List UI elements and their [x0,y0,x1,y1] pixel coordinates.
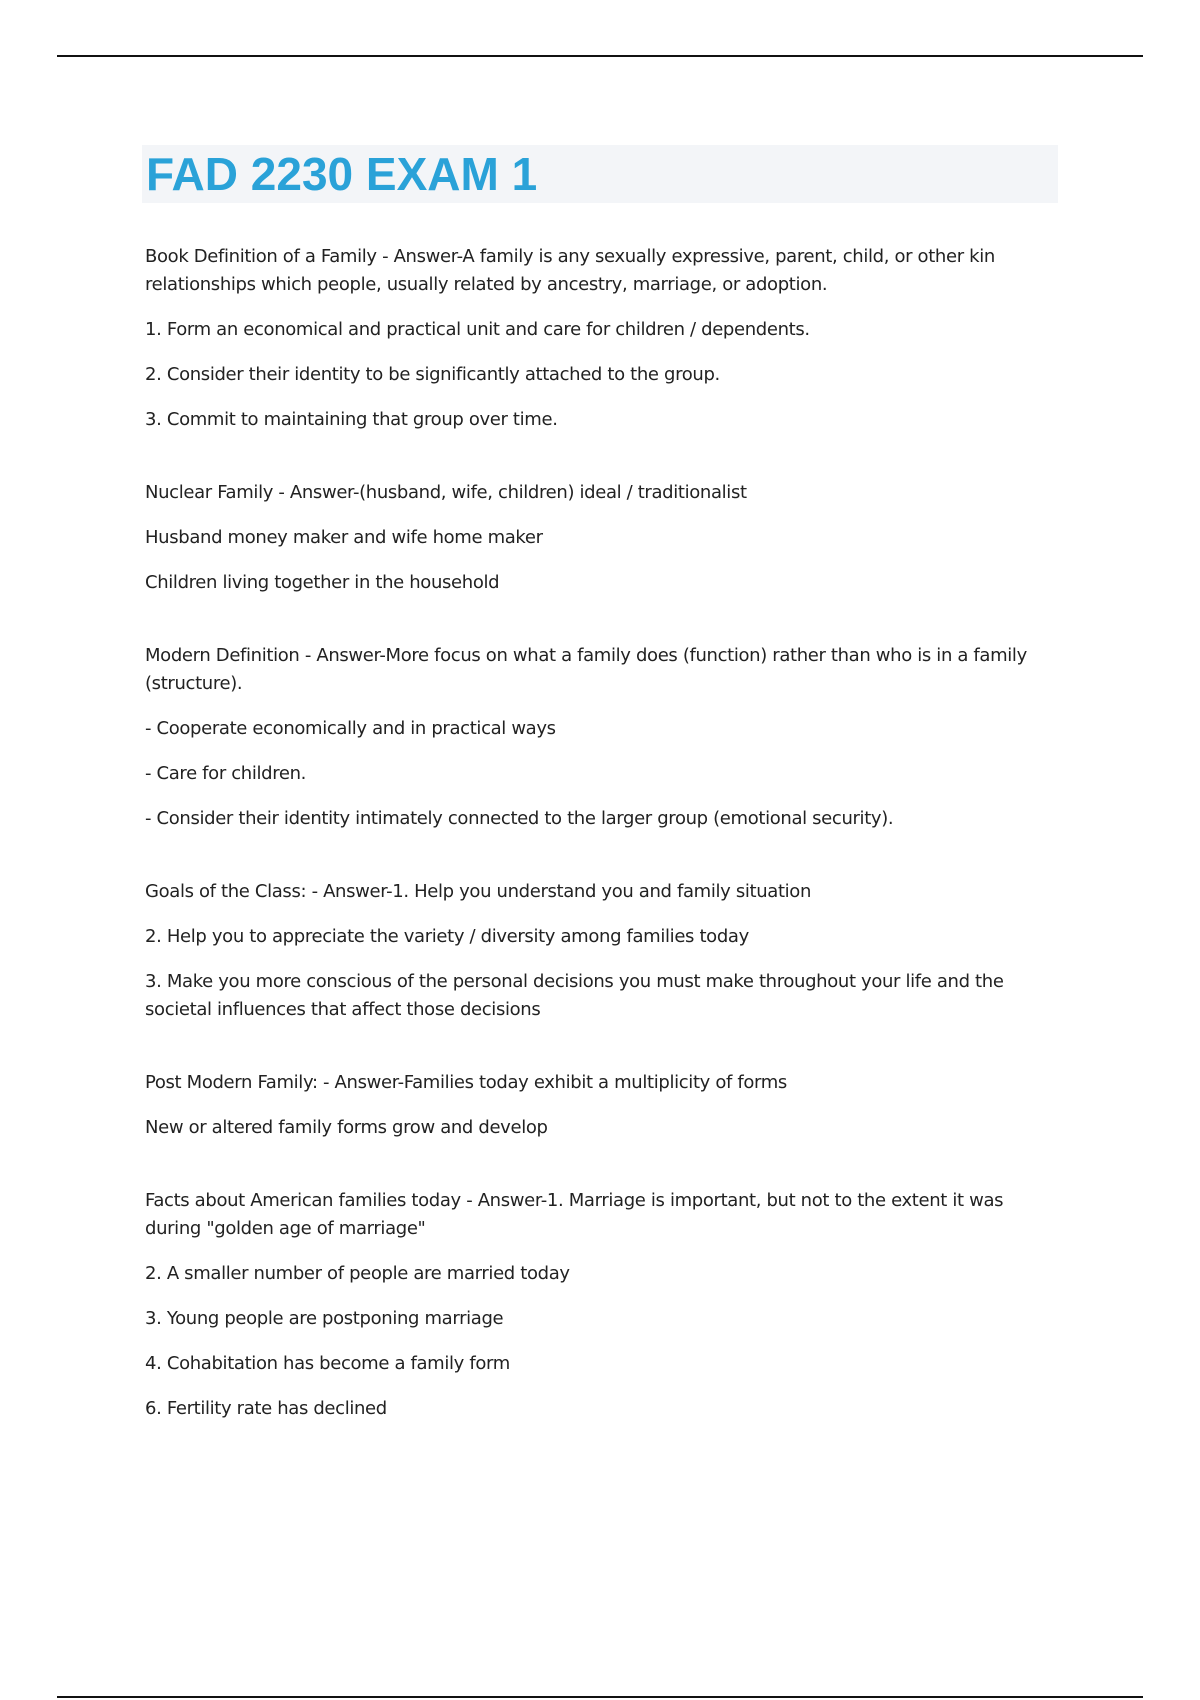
entry-line: - Cooperate economically and in practical ways [145,718,556,739]
entry-line: Children living together in the household [145,572,500,593]
entry-american-families-facts [145,1187,1050,1423]
entry-line: 3. Commit to maintaining that group over time. [145,409,558,430]
entry-line: Nuclear Family - Answer-(husband, wife, children) ideal / traditionalist [145,482,747,503]
entry-line: Husband money maker and wife home maker [145,527,543,548]
bottom-rule [57,1696,1143,1698]
entry-goals-of-class [145,878,1050,1024]
entry-line: Modern Definition - Answer-More focus on what a family does (function) rather than who is in a family (structure). [145,645,1027,694]
entry-line: 2. A smaller number of people are married today [145,1263,570,1284]
entry-modern-definition [145,642,1050,833]
entry-line: Facts about American families today - Answer-1. Marriage is important, but not to the extent it was during "golden age of marriage" [145,1190,1004,1239]
entry-line: Book Definition of a Family - Answer-A family is any sexually expressive, parent, child, or other kin relationships which people, usually related by ancestry, marriage, or adoption. [145,246,995,295]
entry-line: - Consider their identity intimately connected to the larger group (emotional security). [145,808,894,829]
entry-line: New or altered family forms grow and develop [145,1117,548,1138]
top-rule [57,55,1143,57]
page-title: FAD 2230 EXAM 1 [146,148,538,200]
entry-line: 6. Fertility rate has declined [145,1398,387,1419]
entry-line: 1. Form an economical and practical unit and care for children / dependents. [145,319,810,340]
entry-line: Goals of the Class: - Answer-1. Help you understand you and family situation [145,881,812,902]
document-body [145,243,1050,1468]
entry-line: - Care for children. [145,763,307,784]
entry-post-modern-family [145,1069,1050,1142]
entry-line: 4. Cohabitation has become a family form [145,1353,510,1374]
entry-nuclear-family [145,479,1050,597]
entry-line: Post Modern Family: - Answer-Families today exhibit a multiplicity of forms [145,1072,787,1093]
entry-line: 2. Consider their identity to be significantly attached to the group. [145,364,720,385]
entry-line: 2. Help you to appreciate the variety / diversity among families today [145,926,749,947]
entry-book-definition [145,243,1050,434]
entry-line: 3. Make you more conscious of the personal decisions you must make throughout your life and the societal influences that affect those decisions [145,971,1004,1020]
entry-line: 3. Young people are postponing marriage [145,1308,504,1329]
